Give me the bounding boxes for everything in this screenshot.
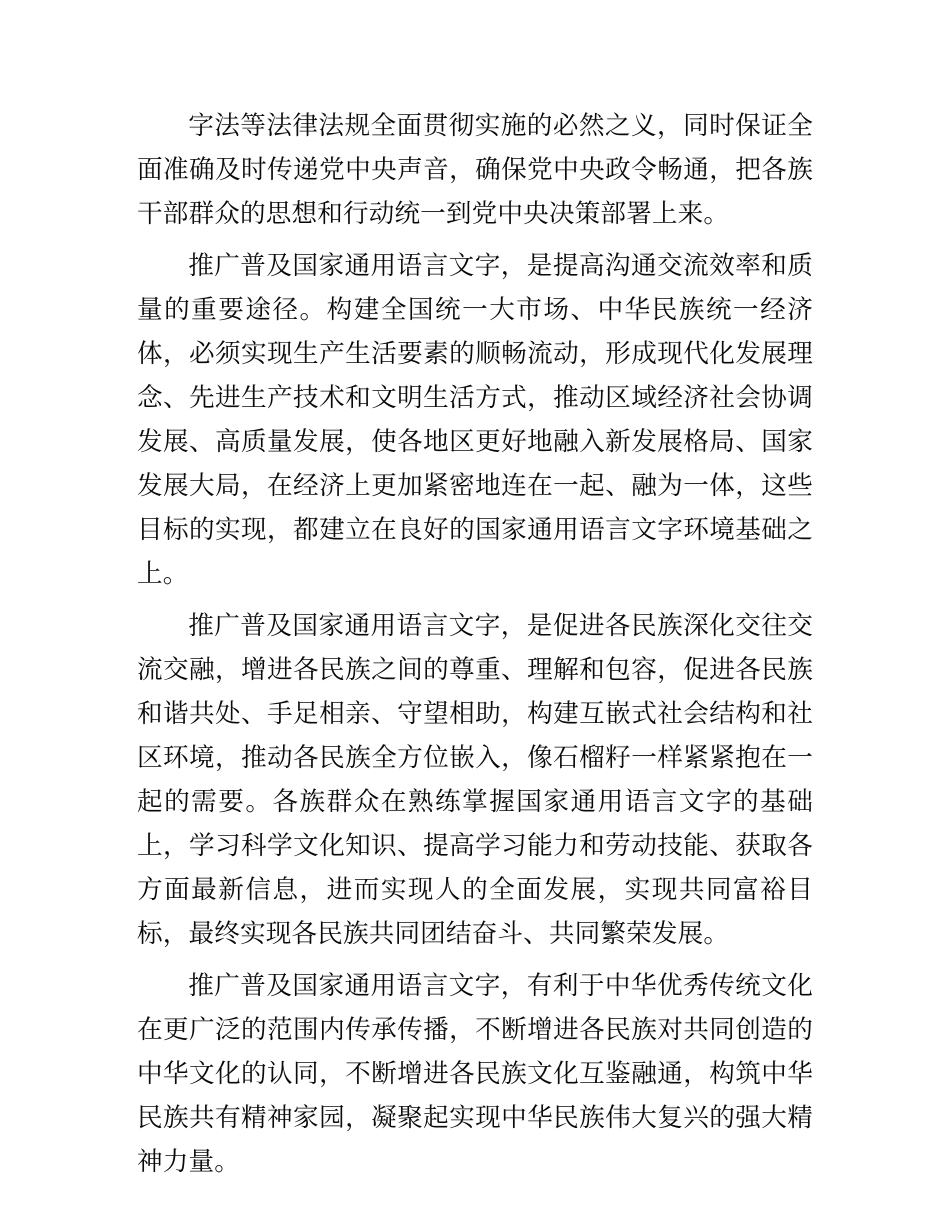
- document-body: [137, 104, 813, 1184]
- paragraph-1: 字法等法律法规全面贯彻实施的必然之义，同时保证全面准确及时传递党中央声音，确保党中央政令畅通，把各族干部群众的思想和行动统一到党中央决策部署上来。: [137, 112, 813, 228]
- paragraph-4: 推广普及国家通用语言文字，有利于中华优秀传统文化在更广泛的范围内传承传播，不断增进各民族对共同创造的中华文化的认同，不断增进各民族文化互鉴融通，构筑中华民族共有精神家园，凝聚起实现中华民族伟大复兴的强大精神力量。: [137, 972, 813, 1176]
- paragraph-2: 推广普及国家通用语言文字，是提高沟通交流效率和质量的重要途径。构建全国统一大市场、中华民族统一经济体，必须实现生产生活要素的顺畅流动，形成现代化发展理念、先进生产技术和文明生活方式，推动区域经济社会协调发展、高质量发展，使各地区更好地融入新发展格局、国家发展大局，在经济上更加紧密地连在一起、融为一体，这些目标的实现，都建立在良好的国家通用语言文字环境基础之上。: [137, 252, 813, 588]
- paragraph-3: 推广普及国家通用语言文字，是促进各民族深化交往交流交融，增进各民族之间的尊重、理解和包容，促进各民族和谐共处、手足相亲、守望相助，构建互嵌式社会结构和社区环境，推动各民族全方位嵌入，像石榴籽一样紧紧抱在一起的需要。各族群众在熟练掌握国家通用语言文字的基础上，学习科学文化知识、提高学习能力和劳动技能、获取各方面最新信息，进而实现人的全面发展，实现共同富裕目标，最终实现各民族共同团结奋斗、共同繁荣发展。: [137, 612, 813, 948]
